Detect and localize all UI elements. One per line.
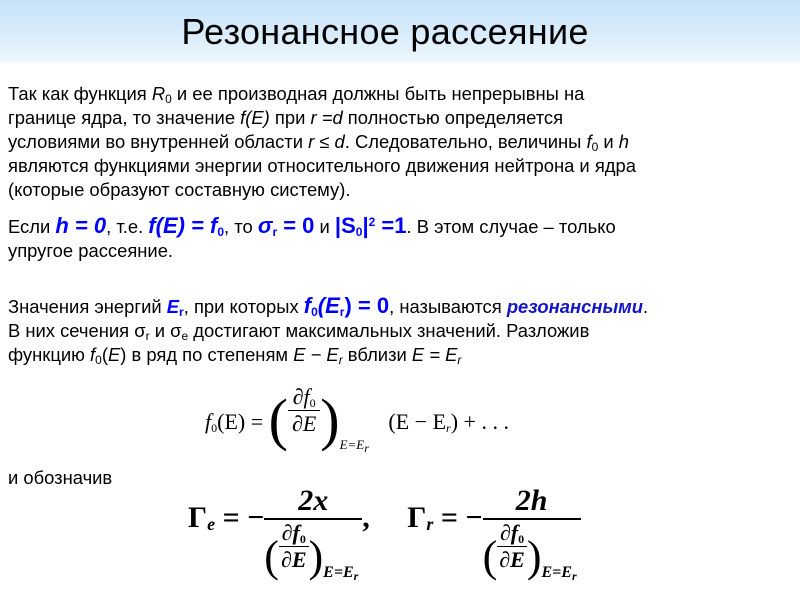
p1-line4: являются функциями энергии относительного движения нейтрона и ядра — [8, 155, 636, 176]
equation-expansion: $f_0(E)$ = ( $\frac{\partial f_0}{\partial E}$ )$_{E=E_r}$ $(E - E_r)$ + . . . — [205, 384, 509, 455]
p3-line3: функцию $f_0(E)$ в ряд по степеням $E - E_r$ вблизи $E = E_r$ — [8, 344, 462, 367]
p1-line3: условиями во внутренней области r ≤ d. Следовательно, величины $f_0$ и h — [8, 131, 630, 154]
p1-line1: Так как функция $R_0$ и ее производная должны быть непрерывны на — [8, 83, 585, 106]
derivative-fraction: $\frac{\partial f_0}{\partial E}$ — [288, 384, 320, 437]
gamma-e: $\Gamma_e$ = − — [188, 501, 265, 534]
p2-line1: Если h = 0, т.е. $f(E) = f_0$, то $\sigma_r = 0$ и $|S_0|^2 =1$. В этом случае – только — [8, 213, 616, 239]
p3-line1: Значения энергий $E_r$, при которых $f_0(E_r) = 0$, называются резонансными. — [8, 293, 649, 319]
p1-line2: границе ядра, то значение f(E) при r =d полностью определяется — [8, 107, 564, 128]
and-denoting-text: и обозначив — [8, 467, 113, 488]
p2-line2: упругое рассеяние. — [8, 240, 174, 261]
equation-gamma: $\Gamma_e$ = − 2x ( $\frac{\partial f_0}{\partial E}$ )$_{E=E_r}$ , $\Gamma_r$ = − 2h ( $\frac{\partial f_0}{\partial E}$ )$_{E=E_r}$ — [188, 484, 581, 582]
p3-line2: В них сечения $\sigma_r$ и $\sigma_e$ достигают максимальных значений. Разложив — [8, 320, 590, 343]
eval-subscript: E=Er — [339, 437, 369, 455]
paragraph-continuity — [8, 82, 798, 202]
paragraph-elastic — [8, 214, 798, 263]
slide-title: Резонансное рассеяние — [181, 11, 589, 52]
p1-line5: (которые образуют составную систему). — [8, 179, 351, 200]
gamma-e-fraction: 2x ( $\frac{\partial f_0}{\partial E}$ )$_{E=E_r}$ — [264, 484, 362, 582]
gamma-r: $\Gamma_r$ = − — [407, 501, 483, 534]
paragraph-resonance — [8, 294, 798, 367]
right-paren: ) — [320, 387, 340, 452]
gamma-r-fraction: 2h ( $\frac{\partial f_0}{\partial E}$ )$_{E=E_r}$ — [483, 484, 581, 582]
left-paren: ( — [268, 387, 288, 452]
